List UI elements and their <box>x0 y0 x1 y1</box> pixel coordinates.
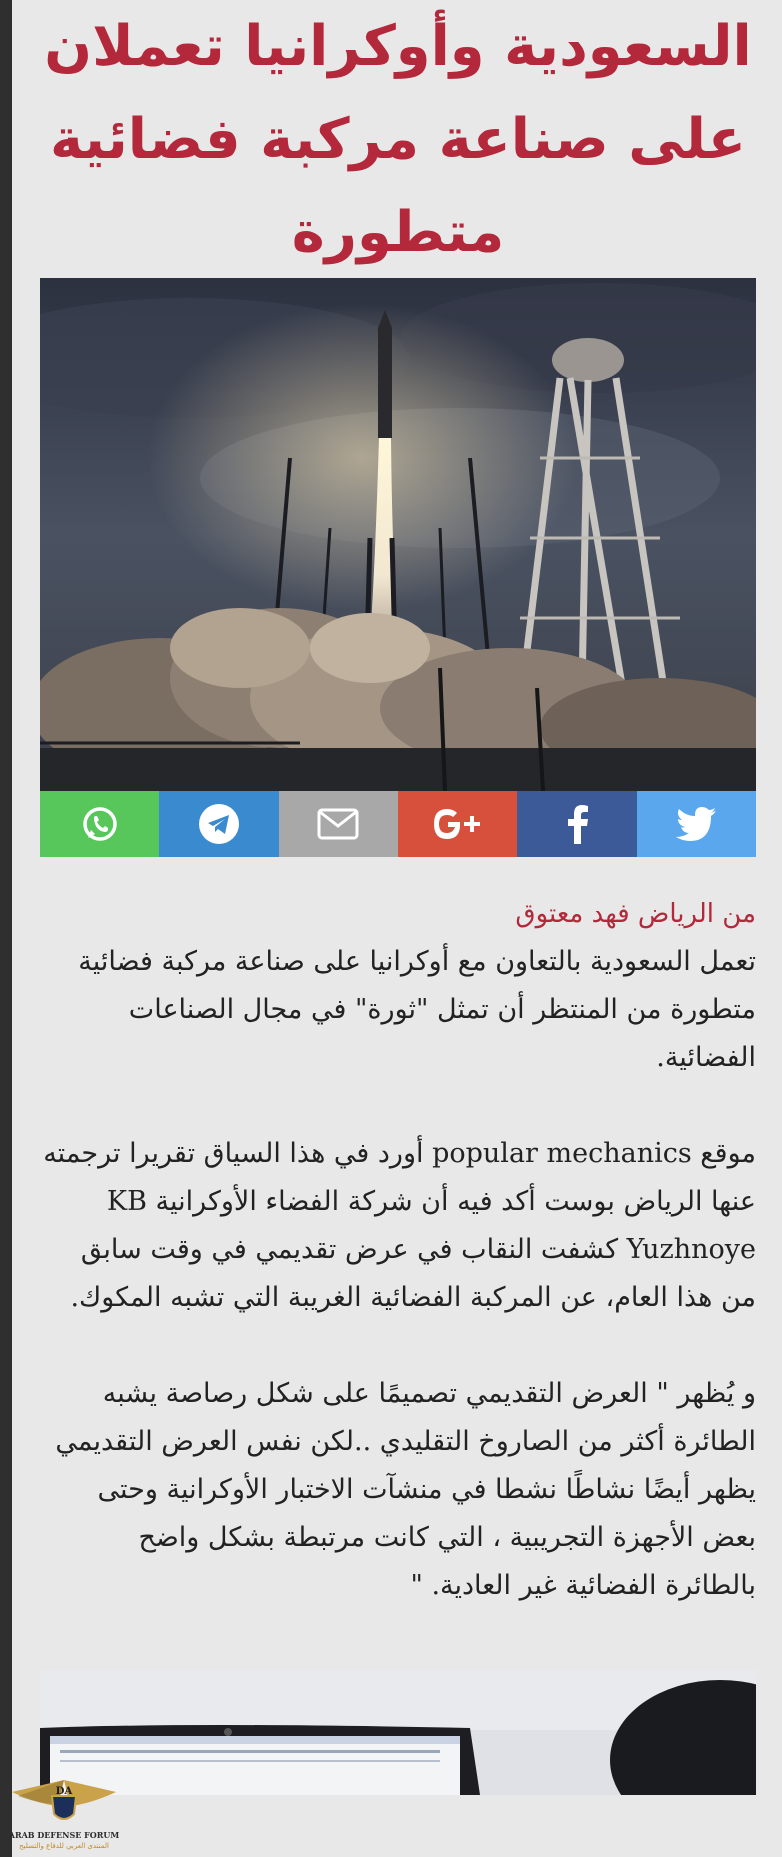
left-edge-strip <box>0 0 12 1857</box>
forum-name-ar: المنتدى العربي للدفاع والتسليح <box>19 1842 109 1850</box>
google-plus-icon <box>430 806 486 842</box>
facebook-icon <box>565 804 589 844</box>
forum-badge-text: DA <box>55 1786 73 1797</box>
share-twitter-button[interactable] <box>637 791 756 857</box>
share-bar <box>40 791 756 857</box>
whatsapp-icon <box>80 804 120 844</box>
hero-image-rocket-launch <box>40 278 756 791</box>
envelope-icon <box>316 807 360 841</box>
article-body <box>40 938 756 1658</box>
share-whatsapp-button[interactable] <box>40 791 159 857</box>
twitter-icon <box>674 806 718 842</box>
article-paragraph: تعمل السعودية بالتعاون مع أوكرانيا على صناعة مركبة فضائية متطورة من المنتظر أن تمثل "ثورة" في مجال الصناعات الفضائية. <box>78 946 756 1073</box>
share-google-plus-button[interactable] <box>398 791 517 857</box>
share-facebook-button[interactable] <box>517 791 636 857</box>
forum-name-en: ARAB DEFENSE FORUM <box>8 1830 120 1840</box>
article-page <box>40 0 756 1601</box>
forum-watermark-logo <box>8 1770 120 1854</box>
telegram-icon <box>197 802 241 846</box>
article-paragraph: و يُظهر " العرض التقديمي تصميمًا على شكل رصاصة يشبه الطائرة أكثر من الصاروخ التقليدي ..لكن نفس العرض التقديمي يظهر أيضًا نشاطًا نشطا في منشآت الاختبار الأوكرانية وحتى بعض الأجهزة التجريبية ، التي كانت مرتبطة بشكل واضح بالطائرة الفضائية غير العادية. " <box>55 1378 756 1601</box>
secondary-image-laptop <box>40 1670 756 1795</box>
share-email-button[interactable] <box>279 791 398 857</box>
article-paragraph: موقع popular mechanics أورد في هذا السياق تقريرا ترجمته عنها الرياض بوست أكد فيه أن شركة الفضاء الأوكرانية KB Yuzhnoye كشفت النقاب في عرض تقديمي في وقت سابق من هذا العام، عن المركبة الفضائية الغريبة التي تشبه المكوك. <box>43 1138 756 1313</box>
article-headline: السعودية وأوكرانيا تعملان على صناعة مركبة فضائية متطورة <box>44 14 752 265</box>
share-telegram-button[interactable] <box>159 791 278 857</box>
article-byline: من الرياض فهد معتوق <box>515 899 756 929</box>
